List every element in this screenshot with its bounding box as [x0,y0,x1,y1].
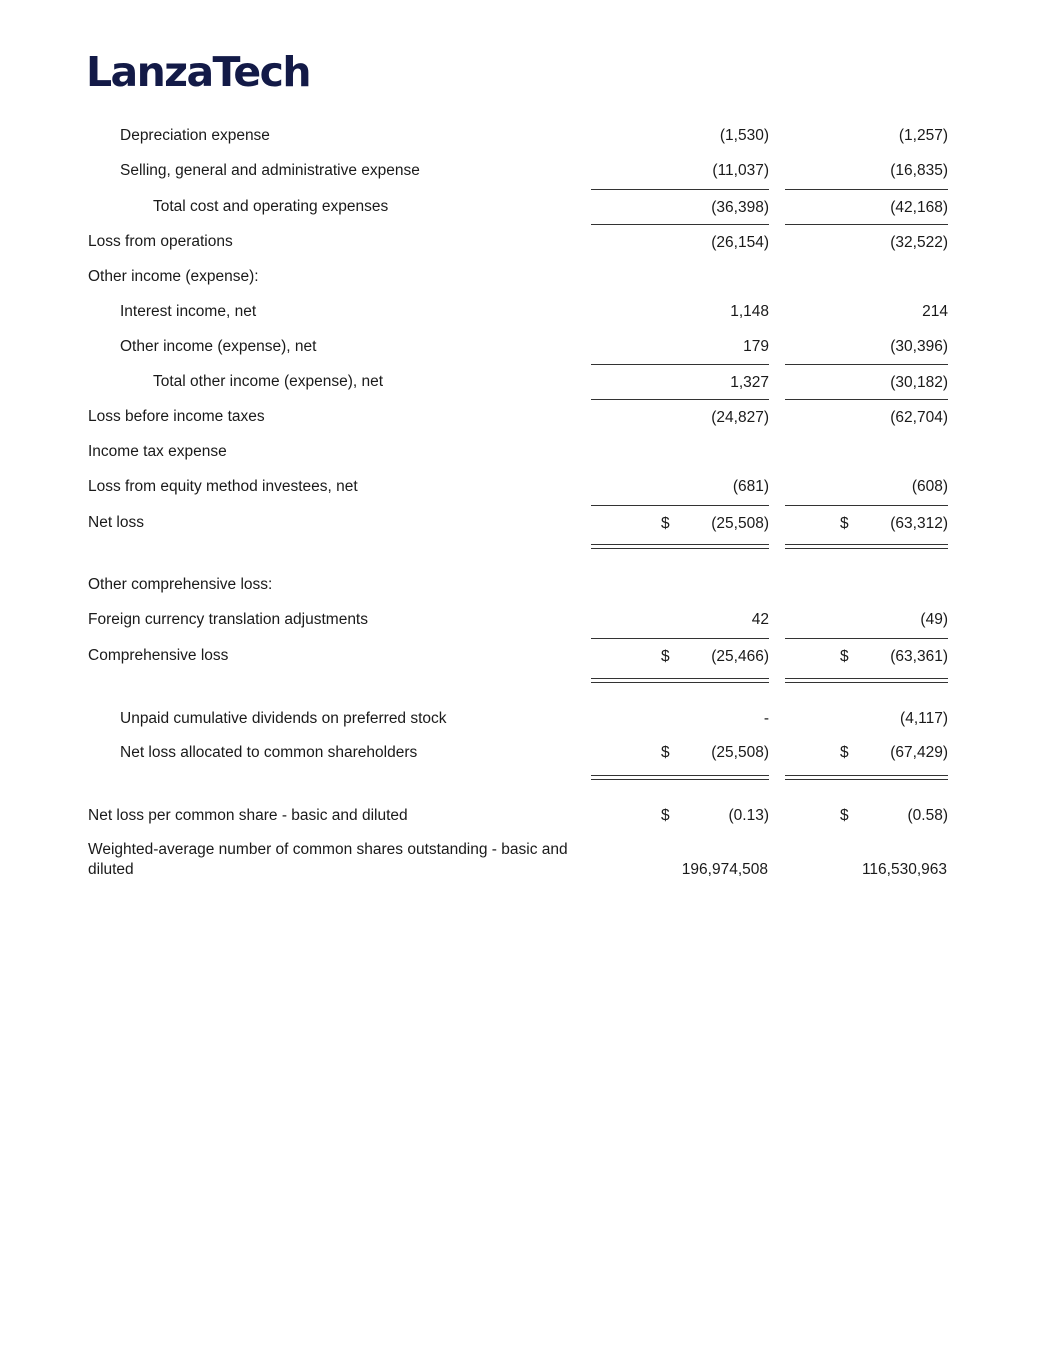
row-label: Total other income (expense), net [153,373,384,390]
value-col2: 116,530,963 [861,861,947,878]
value-col1: (1,530) [719,127,769,144]
row-label: Total cost and operating expenses [153,198,389,215]
value-col1: (25,508) [711,744,769,761]
row-label: Interest income, net [120,303,257,320]
double-underline [591,775,769,780]
row-label: Loss from operations [88,233,233,250]
value-col1: (681) [732,478,769,495]
row-label: Unpaid cumulative dividends on preferred stock [120,710,447,727]
value-col1: (24,827) [711,409,769,426]
row-net-loss-allocated [0,735,1055,770]
value-col2: (62,704) [890,409,948,426]
value-col2: (4,117) [900,710,948,727]
value-col1: 196,974,508 [681,861,768,878]
value-col1: (26,154) [711,234,769,251]
row-interest-income [0,294,1055,329]
row-other-income-header [0,259,1055,294]
row-income-tax-expense [0,434,1055,469]
row-other-comprehensive-header [0,567,1055,602]
value-col1: (0.13) [728,807,769,824]
row-label-line1: Weighted-average number of common shares outstanding - basic and [88,841,568,858]
row-label: Other income (expense), net [120,338,317,355]
currency-symbol: $ [840,648,849,665]
row-total-other-income [0,364,1055,399]
value-col1: 179 [743,338,769,355]
row-label: Loss from equity method investees, net [88,478,358,495]
row-label: Comprehensive loss [88,647,229,664]
row-label: Other comprehensive loss: [88,576,273,593]
double-underline [785,544,948,549]
value-col1: (25,466) [711,648,769,665]
value-col1: (11,037) [712,162,769,179]
value-col2: (16,835) [890,162,948,179]
value-col2: (49) [920,611,948,628]
value-col1: 1,148 [730,303,769,320]
value-col2: (32,522) [890,234,948,251]
lanzatech-logo: LanzaTech [86,48,310,96]
row-comprehensive-loss [0,638,1055,673]
row-label: Other income (expense): [88,268,259,285]
currency-symbol: $ [661,515,670,532]
value-col1: (36,398) [711,199,769,216]
row-label: Net loss [88,514,144,531]
double-underline [785,775,948,780]
value-col1: (25,508) [711,515,769,532]
double-underline [591,678,769,683]
value-col1: 1,327 [730,374,769,391]
row-label [88,840,578,880]
double-underline [785,678,948,683]
row-sga-expense [0,153,1055,188]
row-label: Selling, general and administrative expense [120,162,420,179]
value-col2: 214 [922,303,948,320]
currency-symbol: $ [840,807,849,824]
row-label-line2: diluted [88,861,134,878]
row-unpaid-dividends [0,701,1055,736]
value-col2: (1,257) [898,127,948,144]
value-col2: (0.58) [907,807,948,824]
row-label: Income tax expense [88,443,227,460]
value-col2: (67,429) [890,744,948,761]
row-net-loss-per-share [0,798,1055,833]
row-label: Net loss per common share - basic and diluted [88,807,408,824]
value-col2: (608) [911,478,948,495]
row-depreciation-expense [0,118,1055,153]
row-loss-from-operations [0,224,1055,259]
currency-symbol: $ [840,515,849,532]
row-loss-before-taxes [0,399,1055,434]
row-label: Loss before income taxes [88,408,265,425]
row-equity-method-loss [0,469,1055,504]
value-col1: - [763,710,769,727]
row-total-cost-operating [0,189,1055,224]
row-weighted-average-shares [0,840,1055,882]
row-label: Foreign currency translation adjustments [88,611,368,628]
value-col2: (30,182) [890,374,948,391]
row-net-loss [0,505,1055,540]
currency-symbol: $ [661,744,670,761]
value-col2: (42,168) [890,199,948,216]
row-label: Depreciation expense [120,127,270,144]
double-underline [591,544,769,549]
currency-symbol: $ [661,648,670,665]
value-col1: 42 [751,611,769,628]
value-col2: (63,361) [890,648,948,665]
row-label: Net loss allocated to common shareholders [120,744,418,761]
currency-symbol: $ [661,807,670,824]
value-col2: (30,396) [890,338,948,355]
currency-symbol: $ [840,744,849,761]
row-other-income-net [0,329,1055,364]
value-col2: (63,312) [890,515,948,532]
row-foreign-currency [0,602,1055,637]
